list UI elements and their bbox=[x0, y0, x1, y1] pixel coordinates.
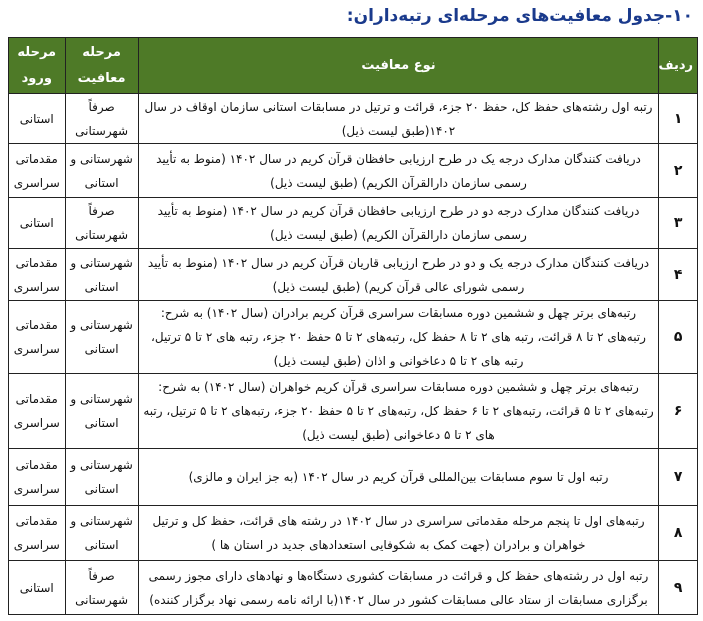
table-row bbox=[9, 144, 698, 198]
exemption-description: رتبه اول در رشته‌های حفظ کل و قرائت در مسابقات کشوری دستگاه‌ها و نهادهای دارای مجوز رسمی برگزاری مسابقات از ستاد عالی مسابقات کشور در سال ۱۴۰۲(با ارائه نامه رسمی نهاد برگزار کننده) bbox=[138, 561, 659, 615]
table-row bbox=[9, 506, 698, 561]
exemption-stage: شهرستانی و استانی bbox=[65, 249, 138, 301]
exemption-description: رتبه اول رشته‌های حفظ کل، حفظ ۲۰ جزء، قرائت و ترتیل در مسابقات استانی سازمان اوقاف در سال ۱۴۰۲(طبق لیست ذیل) bbox=[138, 94, 659, 144]
exemption-description: رتبه‌های برتر چهل و ششمین دوره مسابقات سراسری قرآن کریم خواهران (سال ۱۴۰۲) به شرح: رتبه‌های ۲ تا ۵ قرائت، رتبه‌های ۲ تا ۶ حفظ کل، رتبه‌های ۲ تا ۵ حفظ ۲۰ جزء، رتبه‌های ۲ تا ۵ ترتیل، رتبه های ۲ تا ۵ دعاخوانی (طبق لیست ذیل) bbox=[138, 374, 659, 449]
table-header-row bbox=[9, 38, 698, 94]
table-row bbox=[9, 449, 698, 506]
exemption-stage: شهرستانی و استانی bbox=[65, 374, 138, 449]
row-number: ۶ bbox=[659, 374, 698, 449]
table-row bbox=[9, 94, 698, 144]
exemption-description: رتبه اول تا سوم مسابقات بین‌المللی قرآن کریم در سال ۱۴۰۲ (به جز ایران و مالزی) bbox=[138, 449, 659, 506]
section-title: ۱۰-جدول معافیت‌های مرحله‌ای رتبه‌داران: bbox=[346, 6, 693, 26]
exemption-stage: شهرستانی و استانی bbox=[65, 144, 138, 198]
exemption-description: دریافت کنندگان مدارک درجه یک در طرح ارزیابی حافظان قرآن کریم در سال ۱۴۰۲ (منوط به تأیید رسمی سازمان دارالقرآن الکریم) (طبق لیست ذیل) bbox=[138, 144, 659, 198]
table-row bbox=[9, 249, 698, 301]
header-row-number: ردیف bbox=[659, 38, 698, 94]
row-number: ۹ bbox=[659, 561, 698, 615]
exemption-stage: صرفاً شهرستانی bbox=[65, 561, 138, 615]
table-row bbox=[9, 198, 698, 249]
header-exemption-type: نوع معافیت bbox=[138, 38, 659, 94]
entry-stage: استانی bbox=[9, 198, 66, 249]
table-row bbox=[9, 561, 698, 615]
entry-stage: مقدماتی سراسری bbox=[9, 506, 66, 561]
row-number: ۲ bbox=[659, 144, 698, 198]
exemption-stage: شهرستانی و استانی bbox=[65, 506, 138, 561]
exemption-description: رتبه‌های برتر چهل و ششمین دوره مسابقات سراسری قرآن کریم برادران (سال ۱۴۰۲) به شرح: رتبه‌های ۲ تا ۸ قرائت، رتبه های ۲ تا ۸ حفظ کل، رتبه‌های ۲ تا ۵ حفظ ۲۰ جزء، رتبه های ۲ تا ۵ ترتیل، رتبه های ۲ تا ۵ دعاخوانی و اذان (طبق لیست ذیل) bbox=[138, 301, 659, 374]
table-row bbox=[9, 301, 698, 374]
row-number: ۸ bbox=[659, 506, 698, 561]
row-number: ۴ bbox=[659, 249, 698, 301]
row-number: ۱ bbox=[659, 94, 698, 144]
exemptions-table bbox=[8, 37, 698, 615]
row-number: ۵ bbox=[659, 301, 698, 374]
row-number: ۳ bbox=[659, 198, 698, 249]
entry-stage: مقدماتی سراسری bbox=[9, 301, 66, 374]
row-number: ۷ bbox=[659, 449, 698, 506]
entry-stage: مقدماتی سراسری bbox=[9, 249, 66, 301]
entry-stage: مقدماتی سراسری bbox=[9, 374, 66, 449]
exemption-stage: شهرستانی و استانی bbox=[65, 301, 138, 374]
exemption-description: رتبه‌های اول تا پنجم مرحله مقدماتی سراسری در سال ۱۴۰۲ در رشته های قرائت، حفظ کل و ترتیل خواهران و برادران (جهت کمک به شکوفایی استعدادهای جدید در استان ها ) bbox=[138, 506, 659, 561]
entry-stage: مقدماتی سراسری bbox=[9, 144, 66, 198]
exemption-stage: شهرستانی و استانی bbox=[65, 449, 138, 506]
table-row bbox=[9, 374, 698, 449]
header-entry-stage: مرحله ورود bbox=[9, 38, 66, 94]
header-exemption-stage: مرحله معافیت bbox=[65, 38, 138, 94]
entry-stage: استانی bbox=[9, 561, 66, 615]
exemption-description: دریافت کنندگان مدارک درجه دو در طرح ارزیابی حافظان قرآن کریم در سال ۱۴۰۲ (منوط به تأیید رسمی سازمان دارالقرآن الکریم) (طبق لیست ذیل) bbox=[138, 198, 659, 249]
entry-stage: استانی bbox=[9, 94, 66, 144]
exemption-stage: صرفاً شهرستانی bbox=[65, 94, 138, 144]
exemption-description: دریافت کنندگان مدارک درجه یک و دو در طرح ارزیابی قاریان قرآن کریم در سال ۱۴۰۲ (منوط به تأیید رسمی شورای عالی قرآن کریم) (طبق لیست ذیل) bbox=[138, 249, 659, 301]
entry-stage: مقدماتی سراسری bbox=[9, 449, 66, 506]
exemption-stage: صرفاً شهرستانی bbox=[65, 198, 138, 249]
